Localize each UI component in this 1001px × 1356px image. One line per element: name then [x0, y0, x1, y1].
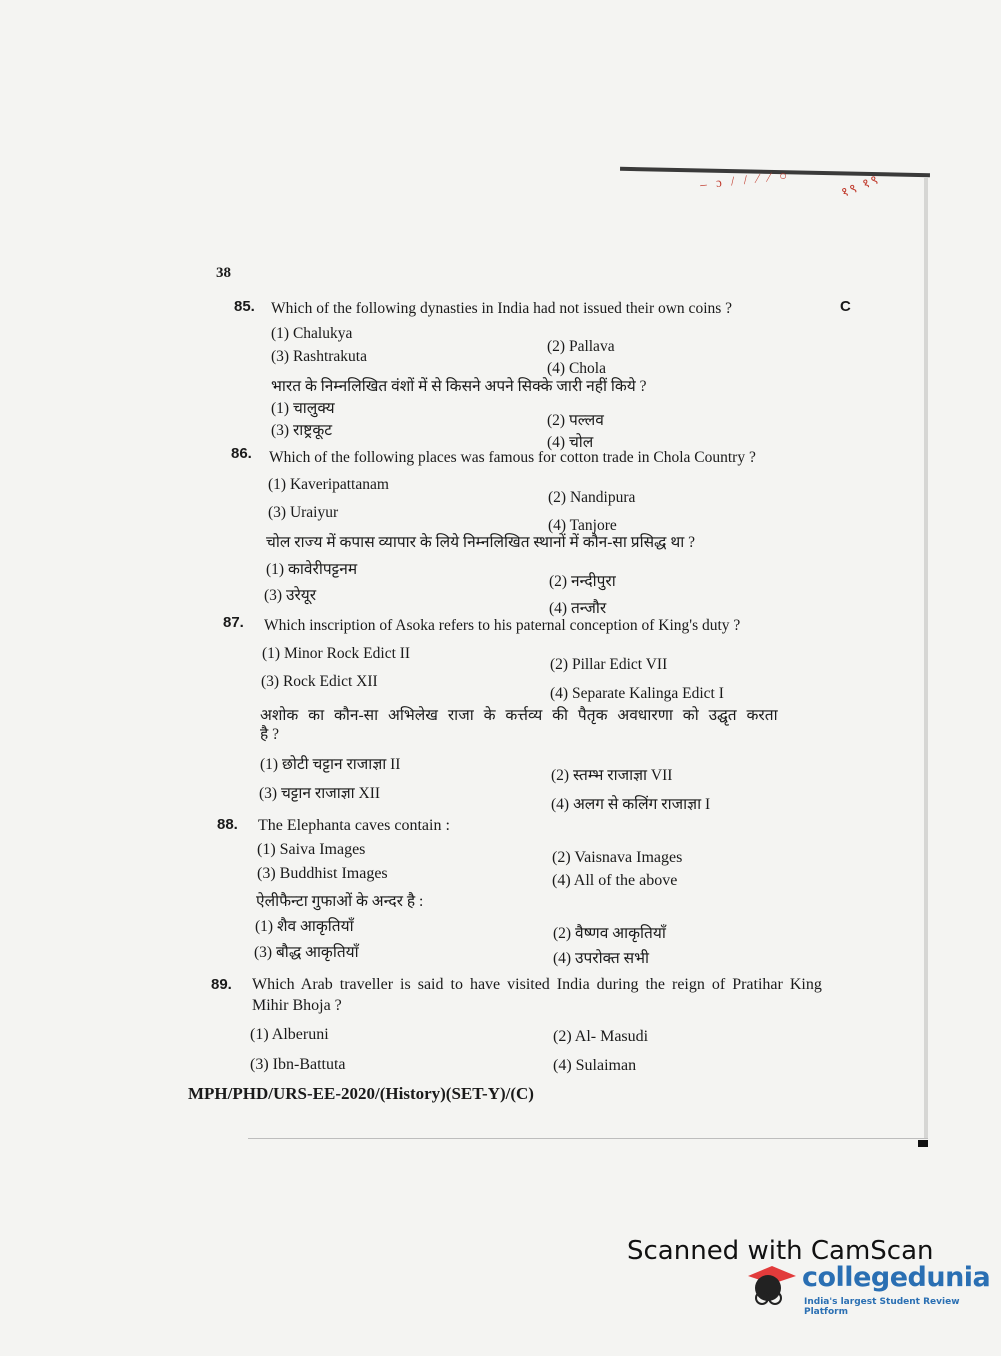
question-text-hi: है ?: [260, 726, 279, 743]
question-text-en: Which Arab traveller is said to have visited India during the reign of Pratihar King: [252, 976, 822, 993]
option-hi: (1) चालुक्य: [271, 400, 335, 417]
option-hi: (2) स्तम्भ राजाज्ञा VII: [551, 767, 673, 784]
collegedunia-mascot-icon: [742, 1262, 802, 1312]
question-number: 86.: [231, 445, 252, 462]
option-en: (4) Separate Kalinga Edict I: [550, 685, 724, 702]
question-text-en: Which inscription of Asoka refers to his paternal conception of King's duty ?: [264, 617, 741, 634]
question-text-en: The Elephanta caves contain :: [258, 817, 450, 834]
stamp-marks: ‒ ɔ / / ∕ ∕ ○: [699, 167, 791, 192]
paper-code-footer: MPH/PHD/URS-EE-2020/(History)(SET-Y)/(C): [188, 1084, 534, 1103]
option-hi: (3) चट्टान राजाज्ञा XII: [259, 785, 381, 802]
camscan-watermark: Scanned with CamScan: [627, 1236, 934, 1266]
question-number: 87.: [223, 614, 244, 631]
question-number: 88.: [217, 816, 238, 833]
rule-end-mark: [918, 1140, 928, 1147]
option-hi: (3) राष्ट्रकूट: [271, 422, 333, 439]
option-en: (1) Saiva Images: [257, 841, 366, 858]
question-text-hi: ऐलीफैन्टा गुफाओं के अन्दर है :: [256, 893, 424, 910]
option-en: (1) Chalukya: [271, 325, 353, 342]
collegedunia-tagline: India's largest Student Review Platform: [804, 1297, 960, 1317]
option-hi: (4) चोल: [547, 434, 594, 451]
option-en: (2) Pallava: [547, 338, 615, 355]
option-en: (2) Nandipura: [548, 489, 636, 506]
option-en: (3) Ibn-Battuta: [250, 1056, 346, 1073]
option-hi: (2) नन्दीपुरा: [549, 573, 616, 590]
option-en: (1) Kaveripattanam: [268, 476, 389, 493]
option-hi: (2) पल्लव: [547, 412, 604, 429]
option-hi: (3) उरेयूर: [264, 587, 317, 604]
option-hi: (4) उपरोक्त सभी: [553, 950, 650, 967]
option-en: (2) Al- Masudi: [553, 1028, 649, 1045]
option-en: (4) Sulaiman: [553, 1057, 637, 1074]
option-en: (4) Tanjore: [548, 517, 617, 534]
option-en: (3) Rashtrakuta: [271, 348, 367, 365]
question-number: 89.: [211, 976, 232, 993]
option-hi: (1) शैव आकृतियाँ: [255, 918, 354, 935]
set-letter: C: [840, 298, 851, 315]
page-bottom-rule: [248, 1138, 928, 1139]
option-hi: (4) तन्जौर: [549, 600, 607, 617]
question-text-hi: अशोक का कौन-सा अभिलेख राजा के कर्त्तव्य की पैतृक अवधारणा को उद्घृत करता: [260, 707, 778, 724]
option-hi: (2) वैष्णव आकृतियाँ: [553, 925, 666, 942]
question-text-hi: चोल राज्य में कपास व्यापार के लिये निम्नलिखित स्थानों में कौन-सा प्रसिद्ध था ?: [266, 534, 695, 551]
option-en: (1) Minor Rock Edict II: [262, 645, 411, 662]
option-en: (3) Uraiyur: [268, 504, 339, 521]
question-text-en: Mihir Bhoja ?: [252, 997, 342, 1014]
option-hi: (1) छोटी चट्टान राजाज्ञा II: [260, 756, 401, 773]
question-number: 85.: [234, 298, 255, 315]
option-hi: (1) कावेरीपट्टनम: [266, 561, 358, 578]
option-hi: (4) अलग से कलिंग राजाज्ञा I: [551, 796, 711, 813]
option-en: (4) All of the above: [552, 872, 678, 889]
option-en: (2) Pillar Edict VII: [550, 656, 668, 673]
option-hi: (3) बौद्ध आकृतियाँ: [254, 944, 359, 961]
option-en: (1) Alberuni: [250, 1026, 329, 1043]
question-text-en: Which of the following dynasties in India had not issued their own coins ?: [271, 300, 733, 317]
collegedunia-brand: collegedunia: [802, 1262, 991, 1293]
page-number: 38: [216, 265, 231, 281]
option-en: (4) Chola: [547, 360, 606, 377]
question-text-en: Which of the following places was famous for cotton trade in Chola Country ?: [269, 449, 756, 466]
question-text-hi: भारत के निम्नलिखित वंशों में से किसने अपने सिक्के जारी नहीं किये ?: [271, 378, 647, 395]
option-en: (3) Rock Edict XII: [261, 673, 378, 690]
option-en: (3) Buddhist Images: [257, 865, 388, 882]
option-en: (2) Vaisnava Images: [552, 849, 683, 866]
stamp-marks-secondary: १९ १९: [838, 170, 882, 200]
